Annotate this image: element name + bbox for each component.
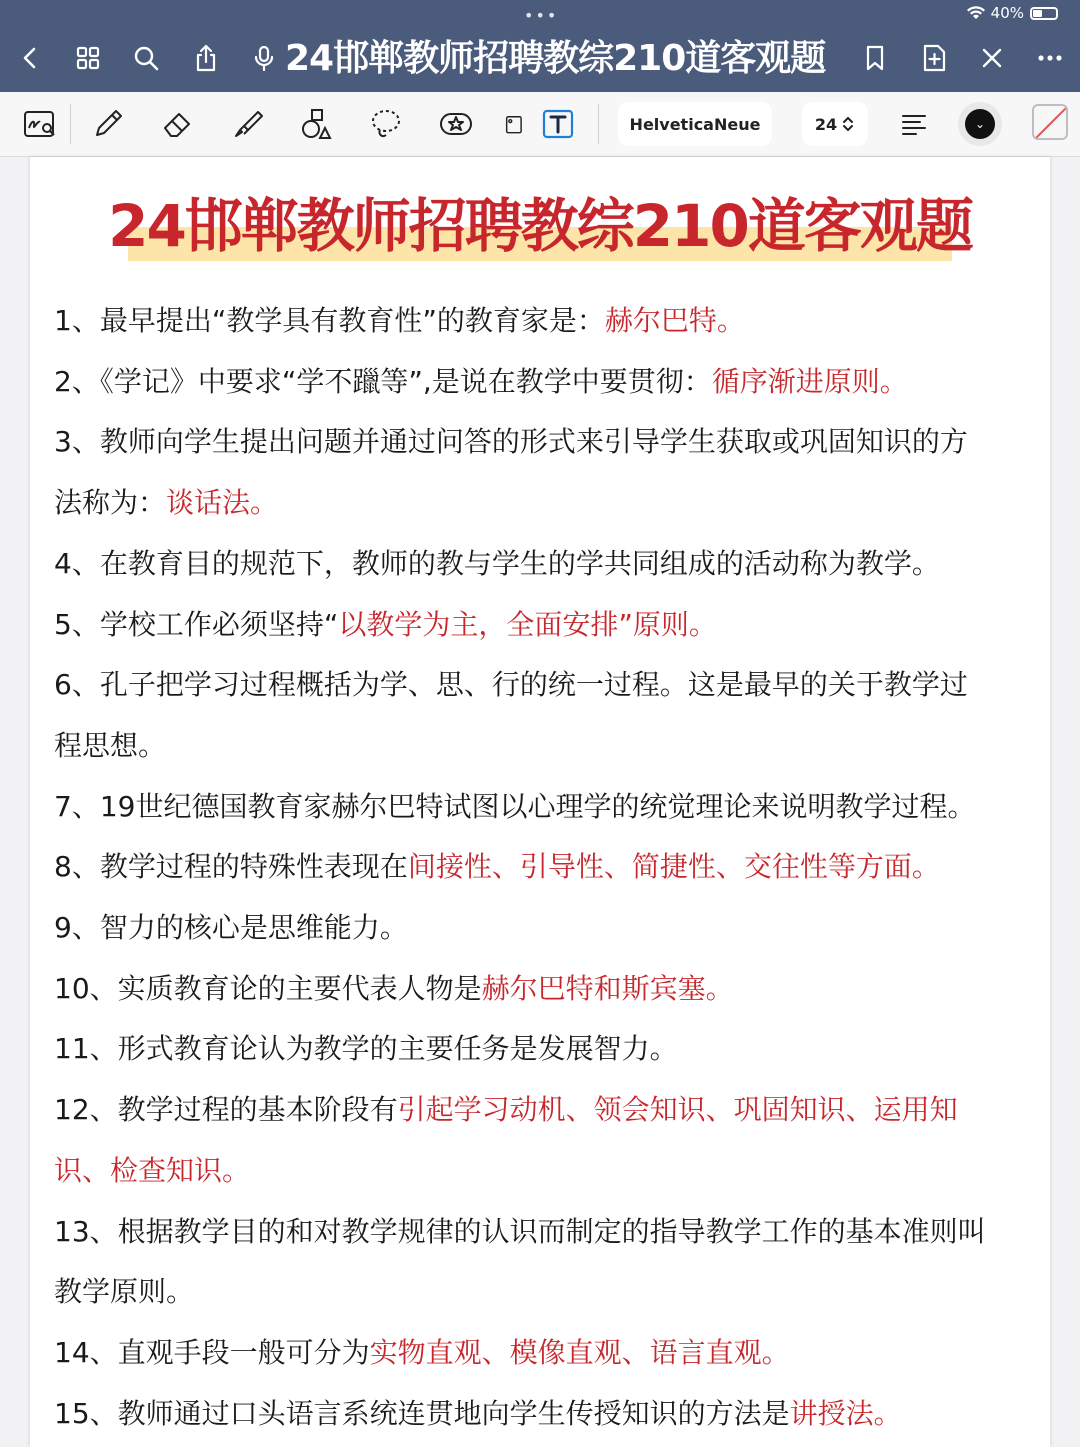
shapes-icon[interactable] xyxy=(294,102,338,146)
text-line xyxy=(54,534,1029,594)
text-line xyxy=(54,412,1029,472)
highlighter-icon[interactable] xyxy=(226,102,270,146)
line-answer: 讲授法。 xyxy=(789,1396,902,1430)
line-text: 5、学校工作必须坚持“ xyxy=(54,607,339,641)
text-line xyxy=(54,1019,1029,1079)
line-text: 13、根据教学目的和对教学规律的认识而制定的指导教学工作的基本准则叫 xyxy=(54,1214,986,1248)
search-icon[interactable] xyxy=(126,38,166,78)
line-answer: 间接性、引导性、简捷性、交往性等方面。 xyxy=(407,850,940,884)
close-tools-icon[interactable] xyxy=(972,38,1012,78)
line-answer: 谈话法。 xyxy=(166,486,279,520)
stepper-icon xyxy=(841,115,855,133)
line-answer: 循序渐进原则。 xyxy=(711,364,908,398)
pen-icon[interactable] xyxy=(86,102,130,146)
text-line xyxy=(54,777,1029,837)
eraser-icon[interactable] xyxy=(156,102,200,146)
line-text: 12、教学过程的基本阶段有 xyxy=(54,1093,398,1127)
text-tool-icon[interactable] xyxy=(536,102,580,146)
text-line xyxy=(54,959,1029,1019)
font-size-selector[interactable] xyxy=(802,102,868,146)
line-text: 6、孔子把学习过程概括为学、思、行的统一过程。这是最早的关于教学过 xyxy=(54,668,968,702)
line-text: 9、智力的核心是思维能力。 xyxy=(54,911,408,944)
line-text: 15、教师通过口头语言系统连贯地向学生传授知识的方法是 xyxy=(54,1396,790,1430)
line-text: 10、实质教育论的主要代表人物是 xyxy=(54,971,482,1005)
text-line xyxy=(54,1384,1029,1444)
lasso-icon[interactable] xyxy=(364,102,408,146)
line-text: 14、直观手段一般可分为 xyxy=(54,1335,370,1369)
line-text: 教学原则。 xyxy=(54,1275,195,1309)
line-text: 2、《学记》中要求“学不躐等”,是说在教学中要贯彻： xyxy=(54,364,712,398)
document-title[interactable]: 24邯郸教师招聘教综210道客观题 xyxy=(285,38,826,79)
line-answer: 实物直观、模像直观、语言直观。 xyxy=(369,1335,790,1369)
wifi-icon xyxy=(967,6,985,20)
line-text: 1、最早提出“教学具有教育性”的教育家是： xyxy=(54,304,605,337)
line-answer: 识、检查知识。 xyxy=(54,1153,251,1187)
text-line xyxy=(54,1323,1029,1383)
text-line xyxy=(54,837,1029,897)
text-line xyxy=(54,898,1029,958)
document-page xyxy=(30,157,1050,1447)
microphone-icon[interactable] xyxy=(244,38,284,78)
font-size-value: 24 xyxy=(814,114,838,134)
text-line xyxy=(54,352,1029,412)
color-icon[interactable]: ⌄ xyxy=(958,102,1002,146)
toolbar-divider xyxy=(598,104,599,144)
app-bar xyxy=(0,0,1080,92)
page-heading: 24邯郸教师招聘教综210道客观题 xyxy=(108,192,972,260)
text-line xyxy=(54,655,1029,715)
line-text: 法称为： xyxy=(54,486,167,520)
line-text: 8、教学过程的特殊性表现在 xyxy=(54,850,408,884)
line-text: 11、形式教育论认为教学的主要任务是发展智力。 xyxy=(54,1032,678,1066)
more-icon[interactable] xyxy=(1030,38,1070,78)
text-line xyxy=(54,595,1029,655)
align-icon[interactable] xyxy=(892,102,936,146)
fill-icon[interactable] xyxy=(1032,104,1068,140)
line-text: 3、教师向学生提出问题并通过问答的形式来引导学生获取或巩固知识的方 xyxy=(54,425,968,459)
line-text: 4、在教育目的规范下，教师的教与学生的学共同组成的活动称为教学。 xyxy=(54,546,940,580)
line-text: 7、19世纪德国教育家赫尔巴特试图以心理学的统觉理论来说明教学过程。 xyxy=(54,789,976,823)
toolbar-divider xyxy=(70,104,71,144)
grid-icon[interactable] xyxy=(68,38,108,78)
line-text: 程思想。 xyxy=(54,728,167,762)
tool-bar xyxy=(0,92,1080,157)
text-line xyxy=(54,716,1029,776)
line-answer: 赫尔巴特和斯宾塞。 xyxy=(481,971,734,1005)
add-page-icon[interactable] xyxy=(914,38,954,78)
text-line xyxy=(54,1262,1029,1322)
battery-icon xyxy=(1030,7,1058,20)
bookmark-icon[interactable] xyxy=(855,38,895,78)
text-line xyxy=(54,1080,1029,1140)
multitask-dots[interactable]: ••• xyxy=(524,6,559,25)
sticker-icon[interactable] xyxy=(434,102,478,146)
back-icon[interactable] xyxy=(10,38,50,78)
handwriting-search-icon[interactable] xyxy=(18,102,62,146)
status-area xyxy=(967,4,1058,22)
text-line xyxy=(54,291,1029,351)
line-answer: 以教学为主，全面安排”原则。 xyxy=(338,607,717,641)
share-icon[interactable] xyxy=(186,38,226,78)
line-answer: 引起学习动机、领会知识、巩固知识、运用知 xyxy=(397,1093,958,1127)
line-answer: 赫尔巴特。 xyxy=(604,304,745,337)
text-line xyxy=(54,1141,1029,1201)
battery-percent: 40% xyxy=(990,4,1024,22)
text-line xyxy=(54,1202,1029,1262)
image-icon[interactable] xyxy=(498,102,524,146)
font-selector[interactable]: HelveticaNeue xyxy=(618,102,772,146)
text-line xyxy=(54,473,1029,533)
